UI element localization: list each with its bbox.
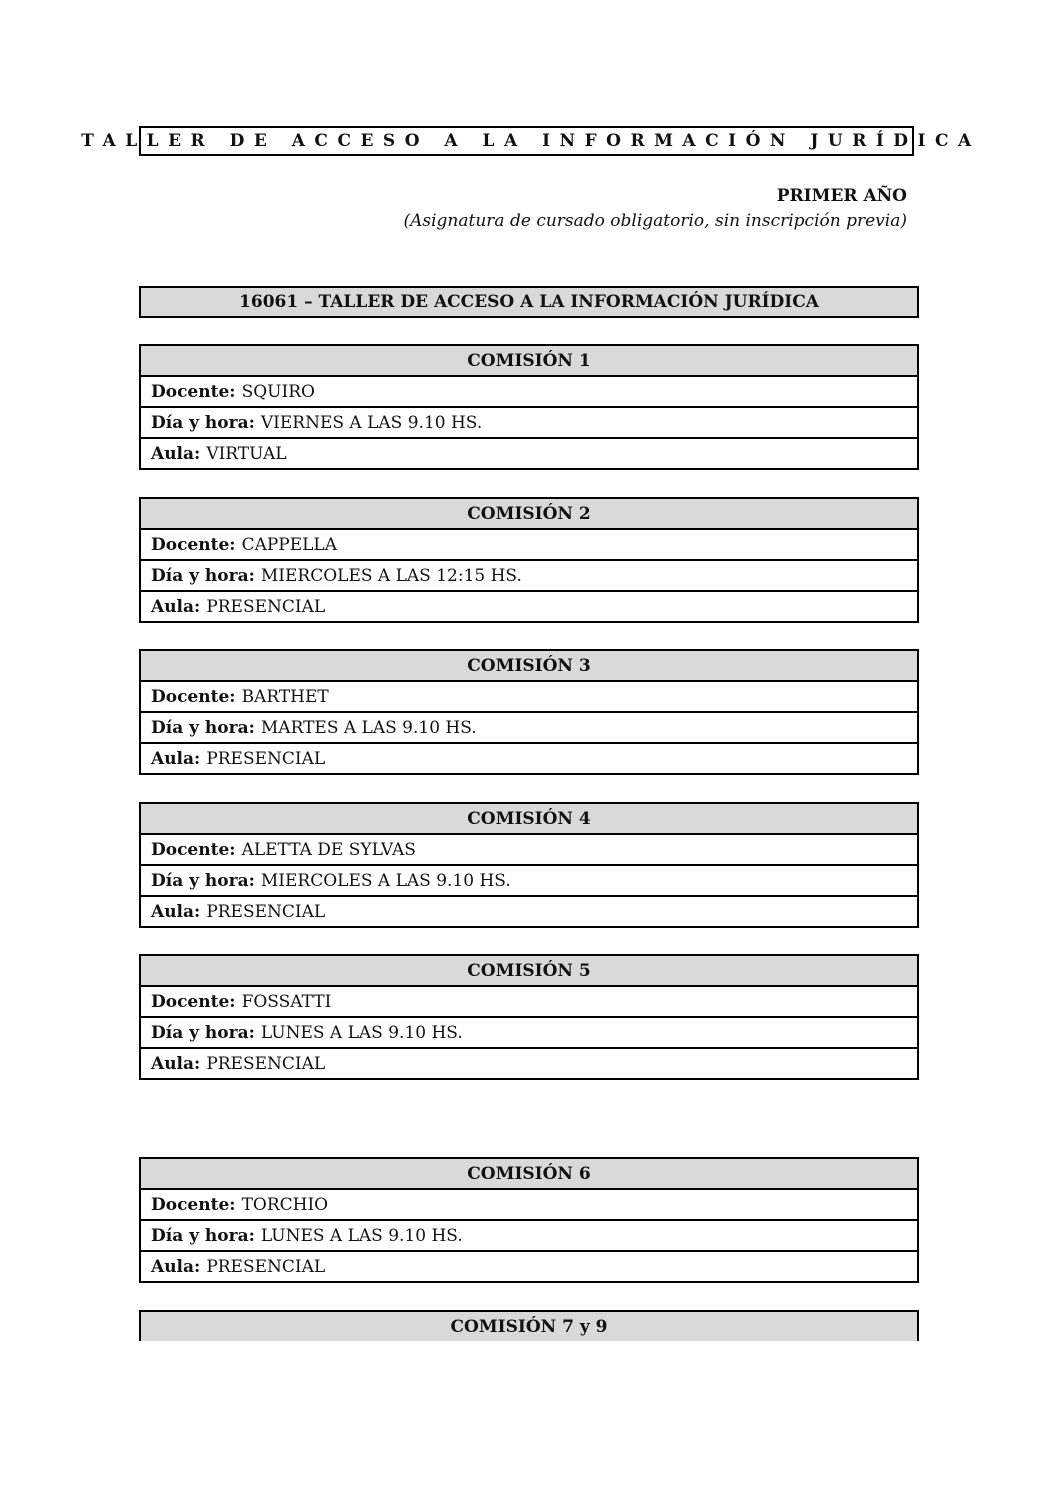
- docente-row: [141, 985, 917, 1016]
- schedule-row: [141, 559, 917, 590]
- docente-label: Docente:: [151, 1194, 236, 1215]
- schedule-label: Día y hora:: [151, 412, 255, 433]
- docente-label: Docente:: [151, 686, 236, 707]
- aula-label: Aula:: [151, 748, 201, 769]
- commission-block: [139, 649, 919, 775]
- schedule-value: LUNES A LAS 9.10 HS.: [260, 1225, 463, 1246]
- schedule-value: MIERCOLES A LAS 9.10 HS.: [260, 870, 511, 891]
- schedule-row: [141, 864, 917, 895]
- aula-row: [141, 1250, 917, 1281]
- docente-label: Docente:: [151, 839, 236, 860]
- commission-heading: COMISIÓN 2: [141, 499, 917, 528]
- aula-row: [141, 590, 917, 621]
- document-title-box: [81, 126, 981, 156]
- schedule-value: LUNES A LAS 9.10 HS.: [260, 1022, 463, 1043]
- commission-heading: COMISIÓN 4: [141, 804, 917, 833]
- docente-value: TORCHIO: [241, 1194, 329, 1215]
- commission-block: [139, 802, 919, 928]
- docente-value: SQUIRO: [241, 381, 315, 402]
- commission-heading: COMISIÓN 1: [141, 346, 917, 375]
- docente-value: BARTHET: [241, 686, 329, 707]
- schedule-value: MARTES A LAS 9.10 HS.: [260, 717, 477, 738]
- docente-value: FOSSATTI: [241, 991, 332, 1012]
- commission-block: [139, 1157, 919, 1283]
- commission-heading: COMISIÓN 7 y 9: [139, 1310, 919, 1341]
- schedule-row: [141, 406, 917, 437]
- document-title: TALLER DE ACCESO A LA INFORMACIÓN JURÍDICA: [81, 131, 981, 151]
- commission-heading: COMISIÓN 5: [141, 956, 917, 985]
- aula-label: Aula:: [151, 596, 201, 617]
- aula-row: [141, 895, 917, 926]
- aula-row: [141, 742, 917, 773]
- commission-block: [139, 497, 919, 623]
- aula-value: PRESENCIAL: [206, 1053, 326, 1074]
- docente-row: [141, 833, 917, 864]
- schedule-label: Día y hora:: [151, 1225, 255, 1246]
- aula-value: PRESENCIAL: [206, 1256, 326, 1277]
- commission-heading: COMISIÓN 3: [141, 651, 917, 680]
- aula-label: Aula:: [151, 443, 201, 464]
- schedule-row: [141, 1219, 917, 1250]
- aula-label: Aula:: [151, 1053, 201, 1074]
- aula-value: PRESENCIAL: [206, 596, 326, 617]
- aula-row: [141, 437, 917, 468]
- aula-value: VIRTUAL: [206, 443, 287, 464]
- docente-value: CAPPELLA: [241, 534, 337, 555]
- docente-value: ALETTA DE SYLVAS: [241, 839, 416, 860]
- docente-label: Docente:: [151, 381, 236, 402]
- aula-row: [141, 1047, 917, 1078]
- enrollment-note: (Asignatura de cursado obligatorio, sin inscripción previa): [403, 211, 907, 231]
- schedule-value: VIERNES A LAS 9.10 HS.: [260, 412, 483, 433]
- commission-heading: COMISIÓN 6: [141, 1159, 917, 1188]
- aula-value: PRESENCIAL: [206, 748, 326, 769]
- docente-label: Docente:: [151, 534, 236, 555]
- schedule-row: [141, 1016, 917, 1047]
- commission-block: [139, 344, 919, 470]
- year-label: PRIMER AÑO: [776, 186, 907, 206]
- docente-row: [141, 375, 917, 406]
- docente-row: [141, 528, 917, 559]
- schedule-label: Día y hora:: [151, 565, 255, 586]
- schedule-label: Día y hora:: [151, 717, 255, 738]
- schedule-row: [141, 711, 917, 742]
- schedule-label: Día y hora:: [151, 870, 255, 891]
- docente-row: [141, 680, 917, 711]
- docente-row: [141, 1188, 917, 1219]
- commission-block: [139, 954, 919, 1080]
- aula-value: PRESENCIAL: [206, 901, 326, 922]
- aula-label: Aula:: [151, 901, 201, 922]
- schedule-label: Día y hora:: [151, 1022, 255, 1043]
- schedule-value: MIERCOLES A LAS 12:15 HS.: [260, 565, 522, 586]
- docente-label: Docente:: [151, 991, 236, 1012]
- aula-label: Aula:: [151, 1256, 201, 1277]
- course-title: 16061 – TALLER DE ACCESO A LA INFORMACIÓN JURÍDICA: [139, 286, 919, 318]
